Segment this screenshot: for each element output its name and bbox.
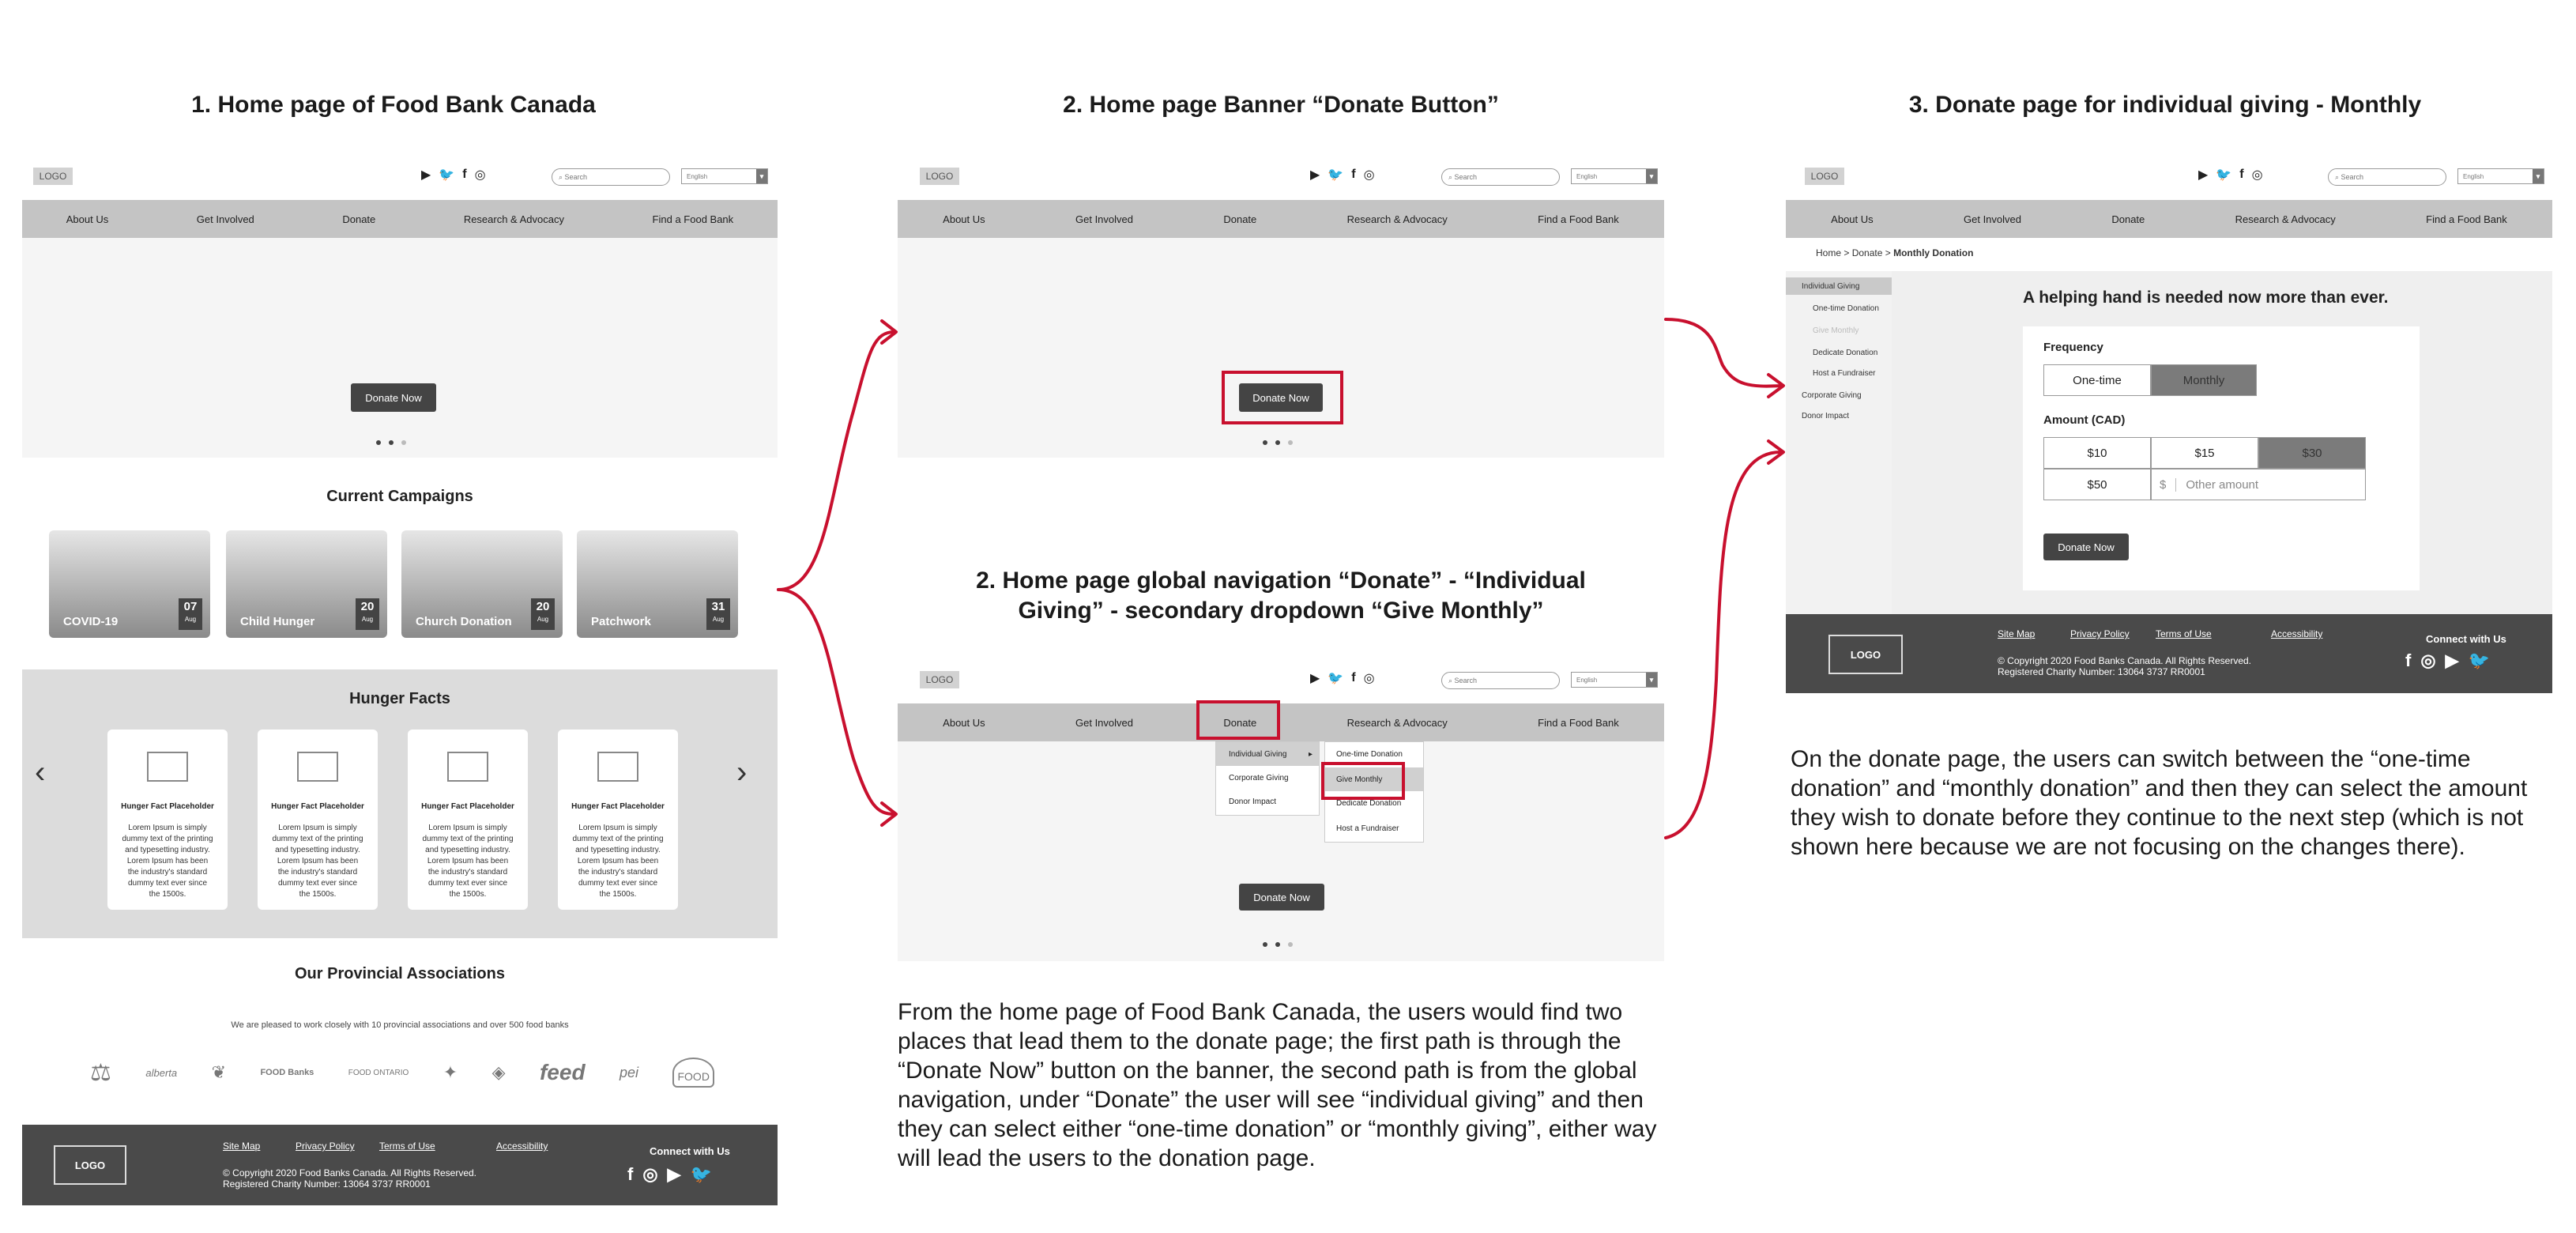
language-select[interactable]: [681, 168, 768, 184]
social-icons: [1310, 167, 1375, 183]
facebook-icon[interactable]: f: [2239, 168, 2244, 181]
currency-symbol: $: [2160, 478, 2176, 492]
nav-donate[interactable]: Donate: [342, 213, 376, 225]
nav-get-involved[interactable]: Get Involved: [1075, 213, 1133, 225]
language-select[interactable]: [1571, 168, 1658, 184]
language-value: English: [687, 172, 708, 180]
amount-30-button[interactable]: $30: [2258, 437, 2366, 469]
sidebar-item-donor-impact[interactable]: Donor Impact: [1802, 412, 1850, 420]
hero-banner: [22, 238, 778, 458]
chevron-right-icon[interactable]: ›: [736, 755, 748, 790]
nav-find-a-food-bank[interactable]: Find a Food Bank: [2426, 213, 2507, 225]
associations-title: Our Provincial Associations: [294, 965, 505, 982]
search-placeholder: Search: [2341, 173, 2364, 181]
nav-find-a-food-bank[interactable]: Find a Food Bank: [652, 213, 734, 225]
association-logo-icon[interactable]: ✦: [443, 1062, 458, 1082]
search-placeholder: Search: [1454, 677, 1478, 684]
association-logo-icon[interactable]: ◈: [491, 1062, 506, 1082]
dropdown-item-donor-impact[interactable]: Donor Impact: [1229, 797, 1277, 806]
youtube-icon[interactable]: ▶: [667, 1164, 681, 1184]
language-value: English: [1576, 676, 1598, 684]
footer-link-accessibility[interactable]: Accessibility: [2271, 628, 2323, 639]
banner-donate-now-button[interactable]: Donate Now: [351, 383, 436, 412]
dropdown-item-label: Individual Giving: [1229, 749, 1287, 759]
instagram-icon[interactable]: ◎: [474, 168, 486, 182]
language-value: English: [1576, 172, 1598, 180]
campaign-card[interactable]: [401, 530, 563, 638]
youtube-icon[interactable]: ▶: [421, 168, 431, 182]
hunger-fact-body: Lorem Ipsum is simply dummy text of the printing and typesetting industry. Lorem Ipsum has been the industry's standard dummy text ever since the 1500s.: [572, 824, 664, 899]
footer-logo[interactable]: LOGO: [1828, 635, 1903, 674]
frequency-monthly-button[interactable]: Monthly: [2151, 364, 2257, 396]
search-icon: ⌕: [1448, 172, 1455, 181]
arrowhead-nav: [882, 803, 896, 825]
nav-get-involved[interactable]: Get Involved: [1964, 213, 2021, 225]
campaign-day: 20: [360, 600, 375, 613]
header-logo[interactable]: LOGO: [33, 168, 73, 185]
description-donate-page: On the donate page, the users can switch between the “one-time donation” and “monthly donation” and then they can select the amount they wish to donate before they continue to the next step (which is not shown here because we are not focusing on the changes there).: [1791, 746, 2528, 860]
amount-label: Amount (CAD): [2043, 413, 2126, 427]
chevron-down-icon: ▾: [1646, 673, 1657, 687]
image-placeholder-icon: [447, 752, 488, 782]
youtube-icon[interactable]: ▶: [2198, 168, 2209, 182]
arrowhead-banner: [882, 321, 896, 343]
footer-social-icons: [2405, 650, 2490, 671]
footer-social-icons: [627, 1164, 712, 1185]
nav-dropdown-wireframe: [898, 666, 1664, 962]
breadcrumb-donate[interactable]: Donate: [1851, 247, 1883, 258]
highlight-frame: [1321, 762, 1405, 800]
search-input[interactable]: [552, 168, 670, 186]
other-amount-field[interactable]: [2151, 469, 2366, 500]
footer-link-site-map[interactable]: Site Map: [223, 1141, 261, 1152]
search-placeholder: Search: [1454, 173, 1478, 181]
footer: [22, 1125, 778, 1205]
sidebar-item-give-monthly[interactable]: Give Monthly: [1813, 326, 1859, 335]
footer-link-privacy-policy[interactable]: Privacy Policy: [2070, 628, 2130, 639]
campaign-day: 20: [536, 600, 550, 613]
dropdown-item-host-a-fundraiser[interactable]: Host a Fundraiser: [1336, 824, 1399, 833]
carousel-dots[interactable]: [376, 440, 406, 445]
arrowhead-donate-top: [1768, 375, 1783, 397]
footer-link-privacy-policy[interactable]: Privacy Policy: [296, 1141, 355, 1152]
footer-charity-number: Registered Charity Number: 13064 3737 RR0001: [223, 1178, 431, 1190]
sidebar-item-one-time-donation[interactable]: One-time Donation: [1813, 304, 1879, 313]
instagram-icon[interactable]: ◎: [642, 1164, 658, 1184]
footer-connect-label: Connect with Us: [2426, 633, 2506, 645]
footer-link-terms-of-use[interactable]: Terms of Use: [2156, 628, 2212, 639]
campaign-name: Patchwork: [591, 615, 651, 628]
dropdown-level1: [1215, 741, 1320, 816]
chevron-down-icon: ▾: [1646, 169, 1657, 183]
global-nav: [898, 200, 1664, 238]
association-logo[interactable]: alberta: [145, 1066, 178, 1079]
twitter-icon[interactable]: 🐦: [690, 1164, 712, 1184]
search-icon: ⌕: [559, 172, 565, 181]
campaign-date: [356, 598, 379, 630]
dropdown-item-corporate-giving[interactable]: Corporate Giving: [1229, 774, 1289, 782]
hunger-fact-title: Hunger Fact Placeholder: [421, 802, 514, 811]
hunger-fact-title: Hunger Fact Placeholder: [571, 802, 665, 811]
sidebar: [1786, 271, 1892, 614]
footer-connect-label: Connect with Us: [650, 1145, 730, 1157]
title-home-page: 1. Home page of Food Bank Canada: [191, 92, 596, 118]
footer-link-site-map[interactable]: Site Map: [1998, 628, 2036, 639]
nav-research-advocacy[interactable]: Research & Advocacy: [2235, 213, 2336, 225]
associations-subtitle: We are pleased to work closely with 10 provincial associations and over 500 food banks: [231, 1020, 569, 1030]
arrowhead-donate-bottom: [1768, 441, 1783, 463]
chevron-down-icon: ▾: [756, 169, 767, 183]
footer-copyright: © Copyright 2020 Food Banks Canada. All Rights Reserved.: [223, 1167, 477, 1178]
campaign-month: Aug: [184, 616, 197, 623]
facebook-icon[interactable]: f: [1351, 671, 1356, 684]
breadcrumb-current: Monthly Donation: [1893, 247, 1974, 258]
facebook-icon[interactable]: f: [1351, 168, 1356, 181]
nav-about-us[interactable]: About Us: [943, 213, 985, 225]
twitter-icon[interactable]: 🐦: [2216, 168, 2232, 182]
image-placeholder-icon: [297, 752, 338, 782]
hunger-fact-card[interactable]: [107, 730, 228, 910]
title-banner-donate-button: 2. Home page Banner “Donate Button”: [1063, 92, 1499, 118]
banner-donate-now-button[interactable]: Donate Now: [1239, 884, 1324, 911]
language-select[interactable]: [1571, 672, 1658, 688]
footer: [1786, 614, 2552, 693]
hunger-fact-body: Lorem Ipsum is simply dummy text of the printing and typesetting industry. Lorem Ipsum has been the industry's standard dummy text ever since the 1500s.: [272, 824, 363, 899]
hunger-fact-body: Lorem Ipsum is simply dummy text of the printing and typesetting industry. Lorem Ipsum has been the industry's standard dummy text ever since the 1500s.: [422, 824, 514, 899]
association-logo[interactable]: FOOD Banks: [260, 1068, 314, 1077]
arrow-banner-to-donate: [1666, 319, 1782, 386]
nav-research-advocacy[interactable]: Research & Advocacy: [463, 213, 564, 225]
image-placeholder-icon: [597, 752, 638, 782]
header-logo[interactable]: LOGO: [1805, 168, 1844, 185]
title-global-navigation-line1: 2. Home page global navigation “Donate” - “Individual: [976, 567, 1586, 594]
youtube-icon[interactable]: ▶: [2445, 650, 2459, 670]
highlight-frame: [1196, 700, 1280, 740]
nav-donate[interactable]: Donate: [1223, 213, 1257, 225]
nav-get-involved[interactable]: Get Involved: [196, 213, 254, 225]
carousel-dots[interactable]: [1263, 942, 1293, 947]
sidebar-item-dedicate-donation[interactable]: Dedicate Donation: [1813, 349, 1878, 357]
nav-research-advocacy[interactable]: Research & Advocacy: [1346, 716, 1448, 729]
campaign-card[interactable]: [49, 530, 210, 638]
campaign-card[interactable]: [226, 530, 387, 638]
sidebar-item-corporate-giving[interactable]: Corporate Giving: [1802, 391, 1862, 400]
arrow-home-to-banner: [778, 332, 894, 590]
search-icon: ⌕: [1448, 676, 1455, 684]
twitter-icon[interactable]: 🐦: [1328, 672, 1344, 685]
breadcrumb-home[interactable]: Home: [1816, 247, 1842, 258]
hunger-fact-body: Lorem Ipsum is simply dummy text of the printing and typesetting industry. Lorem Ipsum has been the industry's standard dummy text ever since the 1500s.: [122, 824, 213, 899]
chevron-left-icon[interactable]: ‹: [35, 755, 46, 790]
instagram-icon[interactable]: ◎: [2420, 650, 2436, 670]
footer-charity-number: Registered Charity Number: 13064 3737 RR0001: [1998, 666, 2205, 677]
campaign-date: [706, 598, 730, 630]
social-icons: [421, 167, 486, 183]
youtube-icon[interactable]: ▶: [1310, 168, 1320, 182]
nav-find-a-food-bank[interactable]: Find a Food Bank: [1538, 213, 1619, 225]
twitter-icon[interactable]: 🐦: [1328, 168, 1344, 182]
donate-heading: A helping hand is needed now more than ever.: [2023, 288, 2389, 307]
association-logos: [90, 1050, 714, 1095]
campaign-month: Aug: [537, 616, 549, 623]
instagram-icon[interactable]: ◎: [1363, 168, 1375, 182]
hero-banner: [898, 238, 1664, 458]
amount-10-button[interactable]: $10: [2043, 437, 2151, 469]
campaign-name: Church Donation: [416, 615, 512, 628]
footer-link-accessibility[interactable]: Accessibility: [496, 1141, 548, 1152]
amount-50-button[interactable]: $50: [2043, 469, 2151, 500]
global-nav: [22, 200, 778, 238]
instagram-icon[interactable]: ◎: [2251, 168, 2263, 182]
association-logo[interactable]: pei: [620, 1064, 639, 1080]
instagram-icon[interactable]: ◎: [1363, 672, 1375, 685]
nav-donate[interactable]: Donate: [2111, 213, 2145, 225]
dropdown-item-individual-giving[interactable]: [1216, 742, 1319, 766]
frequency-one-time-button[interactable]: One-time: [2043, 364, 2151, 396]
arrow-nav-to-donate: [1666, 452, 1782, 838]
chevron-down-icon: ▾: [2533, 169, 2544, 183]
campaigns-title: Current Campaigns: [326, 488, 473, 505]
campaign-day: 31: [711, 600, 725, 613]
twitter-icon[interactable]: 🐦: [2468, 650, 2490, 670]
language-select[interactable]: [2457, 168, 2544, 184]
twitter-icon[interactable]: 🐦: [439, 168, 455, 182]
footer-link-terms-of-use[interactable]: Terms of Use: [379, 1141, 435, 1152]
sidebar-item-label: Individual Giving: [1802, 282, 1860, 291]
title-donate-page: 3. Donate page for individual giving - Monthly: [1908, 92, 2422, 118]
footer-copyright: © Copyright 2020 Food Banks Canada. All Rights Reserved.: [1998, 655, 2252, 666]
campaign-name: Child Hunger: [240, 615, 315, 628]
nav-donate[interactable]: Donate: [1223, 716, 1257, 729]
language-value: English: [2463, 172, 2484, 180]
donate-now-button[interactable]: Donate Now: [2043, 534, 2129, 560]
nav-find-a-food-bank[interactable]: Find a Food Bank: [1538, 716, 1619, 729]
arrow-home-to-nav: [778, 590, 894, 814]
dropdown-item-give-monthly[interactable]: Give Monthly: [1325, 767, 1423, 791]
title-global-navigation: [898, 566, 1664, 626]
social-icons: [1310, 670, 1375, 686]
campaign-day: 07: [183, 600, 198, 613]
title-global-navigation-line2: Giving” - secondary dropdown “Give Monthly”: [1018, 598, 1544, 624]
hunger-fact-card[interactable]: [258, 730, 378, 910]
search-icon: ⌕: [2335, 172, 2341, 181]
frequency-label: Frequency: [2043, 341, 2103, 354]
campaign-month: Aug: [361, 616, 374, 623]
nav-about-us[interactable]: About Us: [1831, 213, 1874, 225]
campaign-card[interactable]: [577, 530, 738, 638]
campaign-date: [531, 598, 555, 630]
dropdown-item-dedicate-donation[interactable]: Dedicate Donation: [1336, 799, 1402, 808]
search-input[interactable]: [2328, 168, 2446, 186]
social-icons: [2198, 167, 2263, 183]
chevron-right-icon: ▸: [1308, 749, 1312, 759]
dropdown-item-one-time-donation[interactable]: One-time Donation: [1336, 750, 1403, 759]
image-placeholder-icon: [147, 752, 188, 782]
footer-logo[interactable]: LOGO: [54, 1145, 126, 1185]
hunger-fact-title: Hunger Fact Placeholder: [271, 802, 364, 811]
campaign-date: [179, 598, 202, 630]
association-logo[interactable]: FOOD ONTARIO: [348, 1068, 409, 1077]
donate-page-wireframe: [1786, 162, 2552, 693]
facebook-icon[interactable]: f: [627, 1164, 634, 1184]
search-input[interactable]: [1441, 672, 1560, 689]
hunger-facts-title: Hunger Facts: [349, 690, 450, 707]
search-placeholder: Search: [564, 173, 588, 181]
association-logo-icon[interactable]: ❦: [211, 1062, 226, 1082]
hunger-fact-card[interactable]: [408, 730, 528, 910]
facebook-icon[interactable]: f: [462, 168, 467, 181]
home-page-wireframe: [22, 162, 778, 1205]
global-nav: [1786, 200, 2552, 238]
nav-about-us[interactable]: About Us: [943, 716, 985, 729]
association-logo-icon[interactable]: ⚖: [90, 1059, 111, 1086]
header-logo[interactable]: LOGO: [920, 671, 959, 688]
hunger-fact-card[interactable]: [558, 730, 678, 910]
facebook-icon[interactable]: f: [2405, 650, 2412, 670]
other-amount-placeholder: Other amount: [2186, 477, 2259, 492]
description-navigation-paths: From the home page of Food Bank Canada, the users would find two places that lead them to the donate page; the first path is through the “Donate Now” button on the banner, the second path is from the global navigation, under “Donate” the user will see “individual giving” and then they can select either “one-time donation” or “monthly giving”, either way will lead the users to the donation page.: [898, 999, 1657, 1171]
banner-donate-now-button[interactable]: Donate Now: [1239, 383, 1323, 412]
header-logo[interactable]: LOGO: [920, 168, 959, 185]
search-input[interactable]: [1441, 168, 1560, 186]
banner-donate-wireframe: [898, 162, 1664, 458]
hunger-fact-title: Hunger Fact Placeholder: [121, 802, 214, 811]
sidebar-item-host-a-fundraiser[interactable]: Host a Fundraiser: [1813, 369, 1876, 378]
nav-get-involved[interactable]: Get Involved: [1075, 716, 1133, 729]
youtube-icon[interactable]: ▶: [1310, 672, 1320, 685]
highlight-frame: [1222, 371, 1343, 424]
association-logo[interactable]: feed: [539, 1060, 586, 1084]
nav-research-advocacy[interactable]: Research & Advocacy: [1346, 213, 1448, 225]
amount-15-button[interactable]: $15: [2151, 437, 2258, 469]
carousel-dots[interactable]: [1263, 440, 1293, 445]
global-nav: [898, 703, 1664, 741]
campaign-month: Aug: [712, 616, 725, 623]
nav-about-us[interactable]: About Us: [66, 213, 109, 225]
association-logo[interactable]: FOOD: [672, 1058, 714, 1088]
campaign-name: COVID-19: [63, 615, 119, 628]
breadcrumb: Home > Donate > Monthly Donation: [1816, 247, 1974, 258]
